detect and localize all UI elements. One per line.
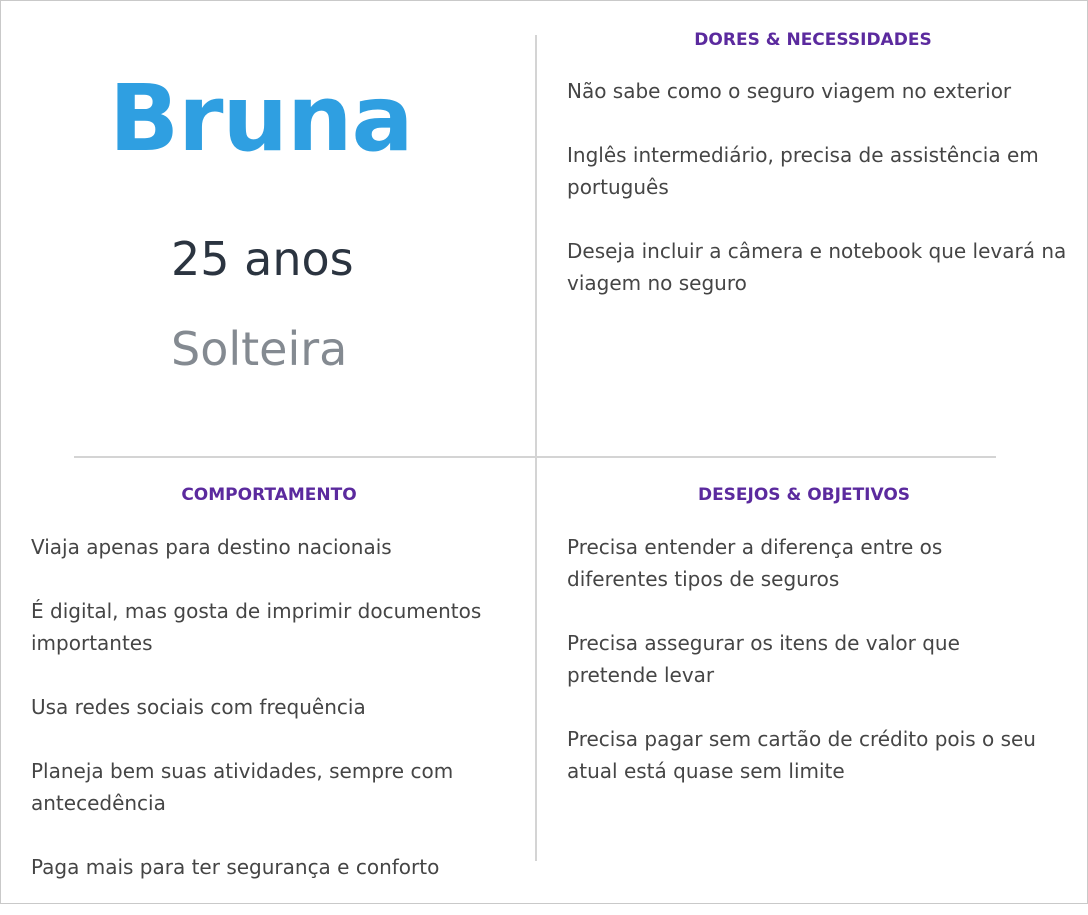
section-title-comportamento: COMPORTAMENTO — [181, 485, 357, 505]
list-item: Planeja bem suas atividades, sempre com antecedência — [31, 759, 454, 815]
persona-name: Bruna — [109, 65, 413, 172]
comportamento-list — [31, 531, 526, 915]
list-item: Precisa assegurar os itens de valor que pretende levar — [567, 631, 960, 687]
list-item: Deseja incluir a câmera e notebook que levará na viagem no seguro — [567, 239, 1067, 295]
list-item: Usa redes sociais com frequência — [31, 695, 366, 719]
persona-status: Solteira — [171, 322, 348, 376]
desejos-list — [567, 531, 1037, 819]
section-title-desejos: DESEJOS & OBJETIVOS — [697, 485, 911, 505]
list-item: Viaja apenas para destino nacionais — [31, 535, 392, 559]
dores-list — [567, 75, 1067, 331]
list-item: Não sabe como o seguro viagem no exterior — [567, 79, 1012, 103]
list-item: É digital, mas gosta de imprimir documentos importantes — [31, 599, 482, 655]
vertical-divider — [535, 35, 537, 861]
list-item: Paga mais para ter segurança e conforto — [31, 855, 440, 879]
list-item: Precisa entender a diferença entre os diferentes tipos de seguros — [567, 535, 943, 591]
persona-age: 25 anos — [171, 232, 354, 286]
list-item: Inglês intermediário, precisa de assistência em português — [567, 143, 1039, 199]
horizontal-divider — [74, 456, 996, 458]
list-item: Precisa pagar sem cartão de crédito pois o seu atual está quase sem limite — [567, 727, 1036, 783]
section-title-dores: DORES & NECESSIDADES — [694, 30, 932, 50]
